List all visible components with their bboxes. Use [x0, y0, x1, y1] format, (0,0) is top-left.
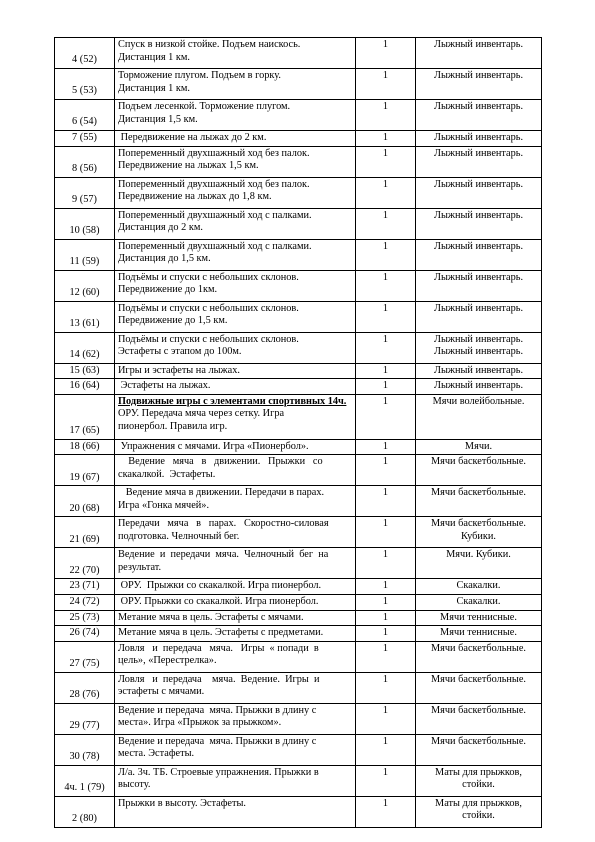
- lesson-equipment: [416, 439, 542, 455]
- topic-line: Передвижение на лыжах 1,5 км.: [118, 160, 259, 172]
- lesson-hours: 1: [356, 594, 416, 610]
- lesson-hours: 1: [356, 672, 416, 703]
- section-heading: Подвижные игры с элементами спортивных 14ч.: [118, 395, 347, 407]
- topic-line: Прыжки в высоту. Эстафеты.: [118, 797, 246, 809]
- lesson-topic: [115, 796, 356, 827]
- lesson-equipment: [416, 332, 542, 363]
- lesson-equipment: [416, 765, 542, 796]
- lesson-number: 17 (65): [55, 394, 115, 439]
- lesson-equipment: [416, 177, 542, 208]
- lesson-number: 5 (53): [55, 69, 115, 100]
- table-row: [55, 703, 542, 734]
- topic-line: ОРУ. Прыжки со скакалкой. Игра пионербол.: [118, 595, 319, 607]
- lesson-topic: [115, 363, 356, 379]
- topic-line: Ловля и передача мяча. Ведение. Игры и: [118, 673, 320, 685]
- topic-line: Дистанция 1 км.: [118, 82, 190, 94]
- lesson-equipment: [416, 548, 542, 579]
- equipment-line: Мячи.: [464, 440, 493, 452]
- lesson-hours: 1: [356, 796, 416, 827]
- lesson-hours: 1: [356, 270, 416, 301]
- lesson-equipment: [416, 672, 542, 703]
- equipment-line: стойки.: [462, 779, 495, 791]
- lesson-number: 8 (56): [55, 146, 115, 177]
- lesson-equipment: [416, 146, 542, 177]
- lesson-equipment: [416, 38, 542, 69]
- equipment-line: Лыжный инвентарь.: [433, 364, 524, 376]
- lesson-hours: 1: [356, 332, 416, 363]
- topic-line: Л/а. 3ч. ТБ. Строевые упражнения. Прыжки в: [118, 766, 319, 778]
- equipment-line: Лыжный инвентарь.: [433, 380, 524, 392]
- topic-line: места. Эстафеты.: [118, 748, 195, 760]
- equipment-line: Маты для прыжков,: [435, 766, 522, 778]
- lesson-number: 30 (78): [55, 734, 115, 765]
- topic-line: Дистанция до 1,5 км.: [118, 253, 211, 265]
- table-row: [55, 626, 542, 642]
- lesson-topic: [115, 394, 356, 439]
- table-row: [55, 796, 542, 827]
- lesson-hours: 1: [356, 734, 416, 765]
- topic-line: Передачи мяча в парах. Скоростно-силовая: [118, 518, 329, 530]
- lesson-equipment: [416, 379, 542, 395]
- topic-line: цель», «Перестрелка».: [118, 655, 217, 667]
- lesson-number: 14 (62): [55, 332, 115, 363]
- lesson-topic: [115, 517, 356, 548]
- table-row: [55, 610, 542, 626]
- lesson-number: 18 (66): [55, 439, 115, 455]
- equipment-line: Лыжный инвентарь.: [433, 39, 524, 50]
- table-row: [55, 270, 542, 301]
- equipment-line: стойки.: [462, 810, 495, 822]
- table-row: [55, 239, 542, 270]
- lesson-topic: [115, 69, 356, 100]
- equipment-line: Мячи баскетбольные.: [430, 673, 526, 685]
- lesson-hours: 1: [356, 394, 416, 439]
- table-row: [55, 455, 542, 486]
- topic-line: результат.: [118, 561, 162, 573]
- topic-line: Эстафеты на лыжах.: [118, 380, 211, 392]
- topic-line: подготовка. Челночный бег.: [118, 530, 240, 542]
- lesson-number: 7 (55): [55, 131, 115, 147]
- lesson-number: 26 (74): [55, 626, 115, 642]
- lesson-topic: [115, 486, 356, 517]
- equipment-line: Кубики.: [461, 530, 496, 542]
- lesson-topic: [115, 594, 356, 610]
- lesson-equipment: [416, 517, 542, 548]
- lesson-equipment: [416, 394, 542, 439]
- table-row: [55, 301, 542, 332]
- lesson-topic: [115, 455, 356, 486]
- topic-line: Подъёмы и спуски с небольших склонов.: [118, 271, 299, 283]
- lesson-hours: 1: [356, 486, 416, 517]
- table-row: [55, 100, 542, 131]
- lesson-hours: 1: [356, 69, 416, 100]
- lesson-number: 22 (70): [55, 548, 115, 579]
- lesson-equipment: [416, 610, 542, 626]
- equipment-line: Мячи баскетбольные.: [430, 456, 526, 468]
- table-row: [55, 177, 542, 208]
- lesson-topic: [115, 610, 356, 626]
- equipment-line: Лыжный инвентарь.: [433, 302, 524, 314]
- topic-line: Метание мяча в цель. Эстафеты с предметами.: [118, 627, 324, 639]
- lesson-number: 16 (64): [55, 379, 115, 395]
- lesson-topic: [115, 379, 356, 395]
- table-row: [55, 379, 542, 395]
- equipment-line: Лыжный инвентарь.: [433, 346, 524, 358]
- table-row: [55, 548, 542, 579]
- table-row: [55, 146, 542, 177]
- lesson-number: 10 (58): [55, 208, 115, 239]
- lesson-hours: 1: [356, 363, 416, 379]
- topic-line: Передвижение до 1км.: [118, 284, 218, 296]
- lesson-equipment: [416, 131, 542, 147]
- lesson-hours: 1: [356, 38, 416, 69]
- lesson-topic: [115, 239, 356, 270]
- lesson-hours: 1: [356, 610, 416, 626]
- lesson-number: 23 (71): [55, 579, 115, 595]
- topic-line: Дистанция 1 км.: [118, 51, 190, 63]
- lesson-topic: [115, 100, 356, 131]
- lesson-hours: 1: [356, 301, 416, 332]
- table-row: [55, 131, 542, 147]
- lesson-equipment: [416, 796, 542, 827]
- table-row: [55, 69, 542, 100]
- lesson-number: 20 (68): [55, 486, 115, 517]
- lesson-hours: 1: [356, 626, 416, 642]
- table-row: [55, 332, 542, 363]
- lesson-number: 4ч. 1 (79): [55, 765, 115, 796]
- topic-line: Ведение и передача мяча. Прыжки в длину с: [118, 735, 317, 747]
- topic-line: пионербол. Правила игр.: [118, 420, 228, 432]
- topic-line: Подъёмы и спуски с небольших склонов.: [118, 333, 299, 345]
- lesson-topic: [115, 641, 356, 672]
- lesson-hours: 1: [356, 131, 416, 147]
- lesson-topic: [115, 734, 356, 765]
- lesson-equipment: [416, 301, 542, 332]
- lesson-hours: 1: [356, 517, 416, 548]
- lesson-topic: [115, 579, 356, 595]
- topic-line: Попеременный двухшажный ход с палками.: [118, 209, 312, 221]
- lesson-topic: [115, 208, 356, 239]
- lesson-hours: 1: [356, 703, 416, 734]
- equipment-line: Лыжный инвентарь.: [433, 132, 524, 143]
- lesson-equipment: [416, 703, 542, 734]
- topic-line: Ведение мяча в движении. Прыжки со: [118, 456, 323, 468]
- equipment-line: Мячи баскетбольные.: [430, 642, 526, 654]
- equipment-line: Маты для прыжков,: [435, 797, 522, 809]
- lesson-topic: [115, 672, 356, 703]
- lesson-number: 28 (76): [55, 672, 115, 703]
- equipment-line: Мячи теннисные.: [440, 611, 517, 623]
- equipment-line: Лыжный инвентарь.: [433, 70, 524, 81]
- lesson-number: 24 (72): [55, 594, 115, 610]
- lesson-hours: 1: [356, 455, 416, 486]
- topic-line: Попеременный двухшажный ход с палками.: [118, 240, 312, 252]
- lesson-number: 21 (69): [55, 517, 115, 548]
- equipment-line: Лыжный инвентарь.: [433, 333, 524, 345]
- table-row: [55, 394, 542, 439]
- equipment-line: Скакалки.: [456, 595, 501, 607]
- lesson-number: 29 (77): [55, 703, 115, 734]
- equipment-line: Мячи баскетбольные.: [430, 487, 526, 499]
- lesson-equipment: [416, 100, 542, 131]
- table-row: [55, 579, 542, 595]
- topic-line: Спуск в низкой стойке. Подъем наискось.: [118, 39, 301, 50]
- lesson-hours: 1: [356, 177, 416, 208]
- lesson-topic: [115, 548, 356, 579]
- lesson-hours: 1: [356, 579, 416, 595]
- table-row: [55, 672, 542, 703]
- topic-line: ОРУ. Передача мяча через сетку. Игра: [118, 395, 349, 420]
- lesson-hours: 1: [356, 379, 416, 395]
- lesson-topic: [115, 146, 356, 177]
- topic-line: Передвижение на лыжах до 2 км.: [118, 132, 267, 143]
- lesson-number: 9 (57): [55, 177, 115, 208]
- topic-line: эстафеты с мячами.: [118, 686, 205, 698]
- topic-line: ОРУ. Прыжки со скакалкой. Игра пионербол.: [118, 580, 322, 592]
- lesson-equipment: [416, 69, 542, 100]
- lesson-number: 25 (73): [55, 610, 115, 626]
- lesson-hours: 1: [356, 100, 416, 131]
- lesson-equipment: [416, 626, 542, 642]
- topic-line: Упражнения с мячами. Игра «Пионербол».: [118, 440, 309, 452]
- topic-line: Метание мяча в цель. Эстафеты с мячами.: [118, 611, 304, 623]
- table-row: [55, 486, 542, 517]
- topic-line: Подъем лесенкой. Торможение плугом.: [118, 101, 291, 112]
- lesson-topic: [115, 626, 356, 642]
- topic-line: Торможение плугом. Подъем в горку.: [118, 70, 281, 81]
- lesson-number: 13 (61): [55, 301, 115, 332]
- lesson-hours: 1: [356, 439, 416, 455]
- lesson-topic: [115, 703, 356, 734]
- topic-line: Передвижение на лыжах до 1,8 км.: [118, 191, 272, 203]
- lesson-plan-table: [54, 37, 542, 828]
- equipment-line: Лыжный инвентарь.: [433, 240, 524, 252]
- table-row: [55, 734, 542, 765]
- equipment-line: Мячи теннисные.: [440, 627, 517, 639]
- lesson-number: 12 (60): [55, 270, 115, 301]
- lesson-topic: [115, 332, 356, 363]
- table-row: [55, 594, 542, 610]
- equipment-line: Лыжный инвентарь.: [433, 147, 524, 159]
- topic-line: места». Игра «Прыжок за прыжком».: [118, 717, 282, 729]
- topic-line: Попеременный двухшажный ход без палок.: [118, 147, 310, 159]
- topic-line: Игра «Гонка мячей».: [118, 499, 210, 511]
- topic-line: Эстафеты с этапом до 100м.: [118, 346, 242, 358]
- table-row: [55, 517, 542, 548]
- table-row: [55, 208, 542, 239]
- lesson-number: 2 (80): [55, 796, 115, 827]
- lesson-number: 4 (52): [55, 38, 115, 69]
- topic-line: Дистанция 1,5 км.: [118, 113, 198, 125]
- topic-line: Ведение и передачи мяча. Челночный бег на: [118, 549, 329, 561]
- lesson-equipment: [416, 594, 542, 610]
- equipment-line: Мячи. Кубики.: [446, 549, 511, 561]
- lesson-equipment: [416, 239, 542, 270]
- topic-line: Ведение и передача мяча. Прыжки в длину с: [118, 704, 317, 716]
- table-row: [55, 38, 542, 69]
- lesson-number: 15 (63): [55, 363, 115, 379]
- topic-line: Ведение мяча в движении. Передачи в парах.: [118, 487, 325, 499]
- table-body: [55, 38, 542, 828]
- lesson-topic: [115, 301, 356, 332]
- lesson-equipment: [416, 270, 542, 301]
- lesson-equipment: [416, 208, 542, 239]
- lesson-number: 11 (59): [55, 239, 115, 270]
- lesson-equipment: [416, 734, 542, 765]
- lesson-topic: [115, 38, 356, 69]
- lesson-equipment: [416, 579, 542, 595]
- table-row: [55, 765, 542, 796]
- lesson-hours: 1: [356, 239, 416, 270]
- topic-line: Передвижение до 1,5 км.: [118, 315, 228, 327]
- equipment-line: Мячи баскетбольные.: [430, 518, 526, 530]
- lesson-hours: 1: [356, 641, 416, 672]
- table-row: [55, 641, 542, 672]
- equipment-line: Мячи баскетбольные.: [430, 735, 526, 747]
- equipment-line: Мячи волейбольные.: [432, 395, 525, 407]
- lesson-topic: [115, 131, 356, 147]
- topic-line: Попеременный двухшажный ход без палок.: [118, 178, 310, 190]
- topic-line: скакалкой. Эстафеты.: [118, 468, 216, 480]
- lesson-number: 27 (75): [55, 641, 115, 672]
- equipment-line: Мячи баскетбольные.: [430, 704, 526, 716]
- lesson-hours: 1: [356, 765, 416, 796]
- lesson-topic: [115, 765, 356, 796]
- topic-line: Ловля и передача мяча. Игры « попади в: [118, 642, 319, 654]
- lesson-equipment: [416, 455, 542, 486]
- lesson-equipment: [416, 363, 542, 379]
- lesson-number: 19 (67): [55, 455, 115, 486]
- lesson-hours: 1: [356, 146, 416, 177]
- topic-line: Подъёмы и спуски с небольших склонов.: [118, 302, 299, 314]
- topic-line: Дистанция до 2 км.: [118, 222, 203, 234]
- lesson-number: 6 (54): [55, 100, 115, 131]
- lesson-hours: 1: [356, 208, 416, 239]
- lesson-equipment: [416, 641, 542, 672]
- equipment-line: Лыжный инвентарь.: [433, 209, 524, 221]
- equipment-line: Лыжный инвентарь.: [433, 101, 524, 112]
- topic-line: Игры и эстафеты на лыжах.: [118, 364, 240, 376]
- lesson-hours: 1: [356, 548, 416, 579]
- table-row: [55, 363, 542, 379]
- equipment-line: Лыжный инвентарь.: [433, 178, 524, 190]
- lesson-topic: [115, 177, 356, 208]
- lesson-equipment: [416, 486, 542, 517]
- table-row: [55, 439, 542, 455]
- equipment-line: Скакалки.: [456, 580, 501, 592]
- lesson-topic: [115, 439, 356, 455]
- equipment-line: Лыжный инвентарь.: [433, 271, 524, 283]
- topic-line: высоту.: [118, 779, 151, 791]
- lesson-topic: [115, 270, 356, 301]
